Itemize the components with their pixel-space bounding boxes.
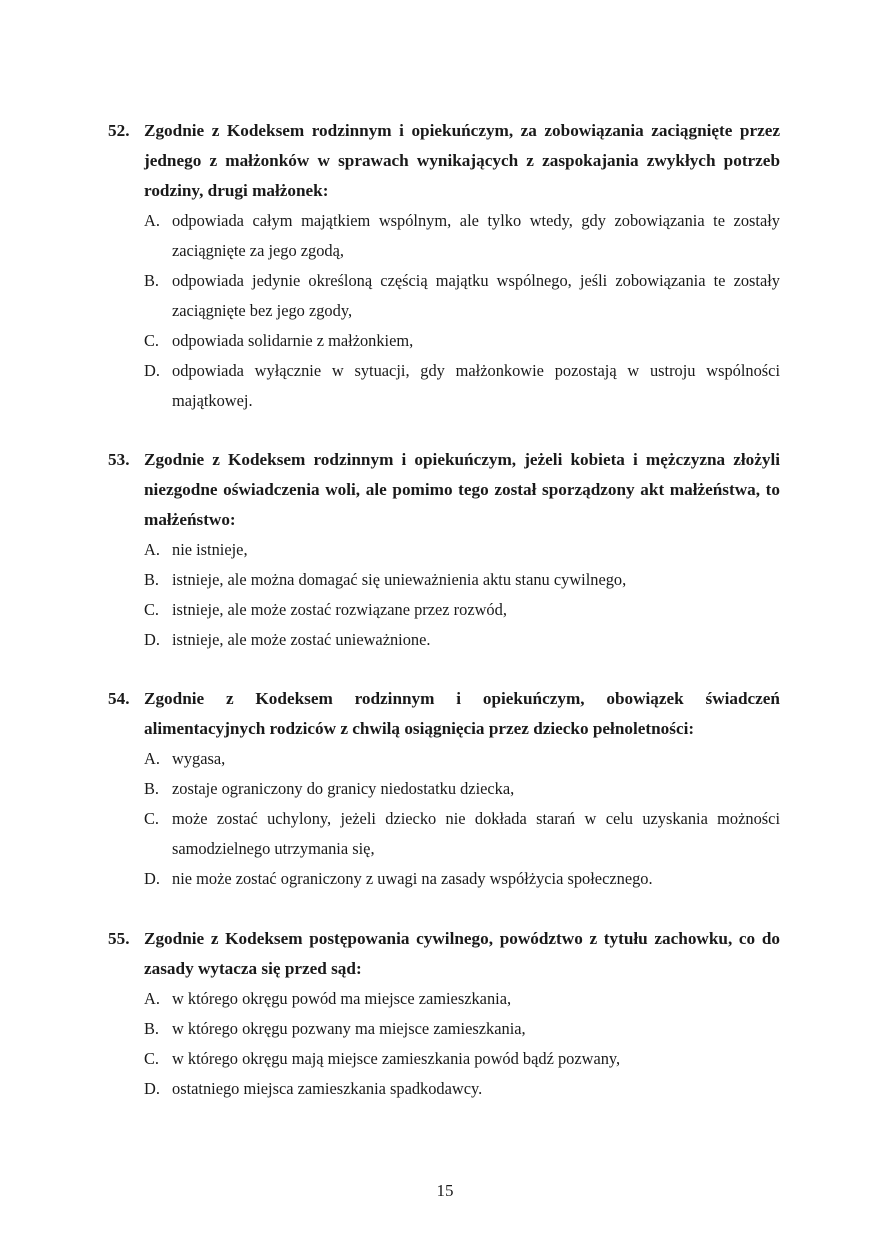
answer-text: ostatniego miejsca zamieszkania spadkodawcy. (172, 1079, 483, 1098)
answer-option-d (108, 864, 780, 894)
answer-option-b (108, 1014, 780, 1044)
answer-letter: D. (144, 361, 160, 380)
answer-option-c (108, 595, 780, 625)
question-header (108, 445, 780, 535)
answer-option-a (108, 744, 780, 774)
answer-option-d (108, 625, 780, 655)
answer-text: w którego okręgu pozwany ma miejsce zamieszkania, (172, 1019, 526, 1038)
question-header (108, 924, 780, 984)
answer-text: nie istnieje, (172, 540, 248, 559)
answer-letter: C. (144, 809, 160, 828)
page-number: 15 (436, 1181, 454, 1200)
answer-letter: B. (144, 1019, 160, 1038)
answer-text: istnieje, ale może zostać rozwiązane przez rozwód, (172, 600, 507, 619)
answer-letter: C. (144, 331, 160, 350)
answer-letter: D. (144, 869, 160, 888)
answer-letter: B. (144, 570, 160, 589)
answer-option-a (108, 984, 780, 1014)
answer-letter: C. (144, 600, 160, 619)
answer-option-b (108, 774, 780, 804)
question-text: Zgodnie z Kodeksem rodzinnym i opiekuńczym, jeżeli kobieta i mężczyzna złożyli niezgodne oświadczenia woli, ale pomimo tego został sporządzony akt małżeństwa, to małżeństwo: (144, 450, 780, 529)
answer-letter: D. (144, 1079, 160, 1098)
answer-text: istnieje, ale może zostać unieważnione. (172, 630, 431, 649)
question-54 (108, 684, 780, 894)
answer-text: nie może zostać ograniczony z uwagi na zasady współżycia społecznego. (172, 869, 653, 888)
answer-option-b (108, 565, 780, 595)
answer-text: wygasa, (172, 749, 226, 768)
answer-list (108, 744, 780, 894)
answer-list (108, 984, 780, 1104)
answer-text: może zostać uchylony, jeżeli dziecko nie dokłada starań w celu uzyskania możności samodzielnego utrzymania się, (172, 809, 780, 858)
answer-letter: C. (144, 1049, 160, 1068)
answer-option-d (108, 356, 780, 416)
answer-letter: B. (144, 271, 160, 290)
answer-option-c (108, 804, 780, 864)
answer-text: odpowiada wyłącznie w sytuacji, gdy małżonkowie pozostają w ustroju wspólności majątkowej. (172, 361, 780, 410)
answer-text: w którego okręgu mają miejsce zamieszkania powód bądź pozwany, (172, 1049, 621, 1068)
question-number: 55. (108, 929, 130, 948)
question-52 (108, 116, 780, 416)
question-text: Zgodnie z Kodeksem postępowania cywilnego, powództwo z tytułu zachowku, co do zasady wytacza się przed sąd: (144, 929, 780, 978)
answer-option-a (108, 535, 780, 565)
answer-option-c (108, 326, 780, 356)
answer-option-b (108, 266, 780, 326)
answer-letter: B. (144, 779, 160, 798)
question-header (108, 684, 780, 744)
answer-list (108, 206, 780, 416)
answer-letter: D. (144, 630, 160, 649)
answer-text: odpowiada jedynie określoną częścią majątku wspólnego, jeśli zobowiązania te zostały zaciągnięte bez jego zgody, (172, 271, 780, 320)
answer-option-c (108, 1044, 780, 1074)
answer-text: odpowiada solidarnie z małżonkiem, (172, 331, 414, 350)
answer-letter: A. (144, 989, 160, 1008)
answer-option-a (108, 206, 780, 266)
answer-letter: A. (144, 749, 160, 768)
answer-option-d (108, 1074, 780, 1104)
question-number: 54. (108, 689, 130, 708)
question-text: Zgodnie z Kodeksem rodzinnym i opiekuńczym, obowiązek świadczeń alimentacyjnych rodziców z chwilą osiągnięcia przez dziecko pełnoletności: (144, 689, 780, 738)
question-text: Zgodnie z Kodeksem rodzinnym i opiekuńczym, za zobowiązania zaciągnięte przez jednego z małżonków w sprawach wynikających z zaspokajania zwykłych potrzeb rodziny, drugi małżonek: (144, 121, 780, 200)
answer-letter: A. (144, 540, 160, 559)
answer-text: zostaje ograniczony do granicy niedostatku dziecka, (172, 779, 515, 798)
question-55 (108, 924, 780, 1104)
question-number: 53. (108, 450, 130, 469)
question-53 (108, 445, 780, 655)
question-number: 52. (108, 121, 130, 140)
answer-text: w którego okręgu powód ma miejsce zamieszkania, (172, 989, 512, 1008)
answer-text: odpowiada całym majątkiem wspólnym, ale tylko wtedy, gdy zobowiązania te zostały zaciągnięte za jego zgodą, (172, 211, 780, 260)
question-header (108, 116, 780, 206)
answer-text: istnieje, ale można domagać się unieważnienia aktu stanu cywilnego, (172, 570, 627, 589)
answer-letter: A. (144, 211, 160, 230)
answer-list (108, 535, 780, 655)
